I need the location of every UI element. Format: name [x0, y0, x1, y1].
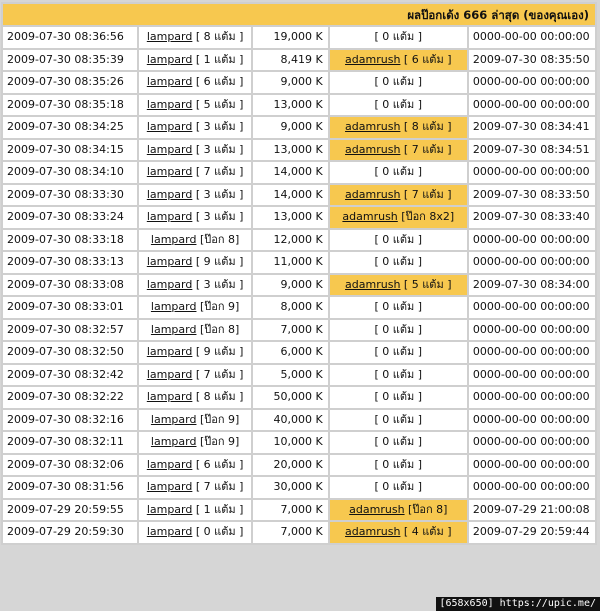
bet-amount: 5,000 K — [253, 365, 328, 386]
opponent-hand: [ 0 แต้ม ] — [374, 300, 423, 314]
opponent-hand: [ 8 แต้ม ] — [400, 120, 452, 134]
game-time: 2009-07-30 08:33:24 — [3, 207, 137, 228]
player-cell — [139, 185, 251, 206]
bet-amount: 7,000 K — [253, 500, 328, 521]
result-time: 2009-07-29 21:00:08 — [469, 500, 595, 521]
opponent-hand: [ 7 แต้ม ] — [400, 187, 452, 201]
opponent-hand: [ 0 แต้ม ] — [374, 345, 423, 359]
table-row — [3, 522, 595, 543]
player-hand: [ป๊อก 9] — [196, 300, 240, 314]
player-cell — [139, 140, 251, 161]
result-time: 0000-00-00 00:00:00 — [469, 230, 595, 251]
opponent-hand: [ 0 แต้ม ] — [374, 367, 423, 381]
game-time: 2009-07-30 08:34:10 — [3, 162, 137, 183]
game-time: 2009-07-30 08:33:30 — [3, 185, 137, 206]
game-time: 2009-07-30 08:34:15 — [3, 140, 137, 161]
table-row — [3, 477, 595, 498]
player-hand: [ 7 แต้ม ] — [192, 165, 244, 179]
result-time: 0000-00-00 00:00:00 — [469, 387, 595, 408]
opponent-hand: [ 0 แต้ม ] — [374, 457, 423, 471]
bet-amount: 19,000 K — [253, 27, 328, 48]
bet-amount: 11,000 K — [253, 252, 328, 273]
result-time: 2009-07-29 20:59:44 — [469, 522, 595, 543]
bet-amount: 7,000 K — [253, 320, 328, 341]
opponent-hand: [ป๊อก 8] — [404, 502, 448, 516]
player-hand: [ 7 แต้ม ] — [192, 367, 244, 381]
player-link[interactable]: lampard — [146, 457, 193, 471]
opponent-hand: [ 0 แต้ม ] — [374, 75, 423, 89]
result-time: 0000-00-00 00:00:00 — [469, 27, 595, 48]
result-time: 0000-00-00 00:00:00 — [469, 162, 595, 183]
table-row — [3, 432, 595, 453]
player-hand: [ 1 แต้ม ] — [192, 502, 244, 516]
game-time: 2009-07-30 08:31:56 — [3, 477, 137, 498]
opponent-link[interactable]: adamrush — [345, 142, 401, 156]
opponent-hand: [ 0 แต้ม ] — [374, 30, 423, 44]
bet-amount: 14,000 K — [253, 162, 328, 183]
table-row — [3, 95, 595, 116]
table-row — [3, 140, 595, 161]
result-time: 0000-00-00 00:00:00 — [469, 320, 595, 341]
player-hand: [ 6 แต้ม ] — [192, 75, 244, 89]
game-time: 2009-07-30 08:36:56 — [3, 27, 137, 48]
game-time: 2009-07-30 08:34:25 — [3, 117, 137, 138]
game-time: 2009-07-30 08:32:22 — [3, 387, 137, 408]
result-time: 0000-00-00 00:00:00 — [469, 252, 595, 273]
player-cell — [139, 500, 251, 521]
bet-amount: 13,000 K — [253, 207, 328, 228]
bet-amount: 20,000 K — [253, 455, 328, 476]
player-cell — [139, 342, 251, 363]
player-link[interactable]: lampard — [146, 255, 193, 269]
player-link[interactable]: lampard — [146, 187, 193, 201]
opponent-link[interactable]: adamrush — [349, 502, 405, 516]
player-hand: [ 3 แต้ม ] — [192, 210, 244, 224]
opponent-cell — [330, 275, 467, 296]
player-link[interactable]: lampard — [146, 52, 193, 66]
game-time: 2009-07-30 08:32:11 — [3, 432, 137, 453]
opponent-hand: [ 0 แต้ม ] — [374, 97, 423, 111]
player-hand: [ 3 แต้ม ] — [192, 120, 244, 134]
player-hand: [ 7 แต้ม ] — [192, 480, 244, 494]
player-cell — [139, 522, 251, 543]
result-time: 2009-07-30 08:33:40 — [469, 207, 595, 228]
opponent-cell — [330, 297, 467, 318]
table-row — [3, 230, 595, 251]
player-cell — [139, 207, 251, 228]
opponent-link[interactable]: adamrush — [345, 187, 401, 201]
player-hand: [ 9 แต้ม ] — [192, 255, 244, 269]
bet-amount: 14,000 K — [253, 185, 328, 206]
player-cell — [139, 95, 251, 116]
game-time: 2009-07-30 08:32:57 — [3, 320, 137, 341]
bet-amount: 13,000 K — [253, 95, 328, 116]
opponent-cell — [330, 477, 467, 498]
player-link[interactable]: lampard — [150, 322, 197, 336]
result-time: 0000-00-00 00:00:00 — [469, 72, 595, 93]
player-hand: [ 3 แต้ม ] — [192, 142, 244, 156]
result-time: 0000-00-00 00:00:00 — [469, 297, 595, 318]
opponent-cell — [330, 410, 467, 431]
opponent-hand: [ 0 แต้ม ] — [374, 412, 423, 426]
table-row — [3, 342, 595, 363]
table-row — [3, 297, 595, 318]
opponent-hand: [ 5 แต้ม ] — [400, 277, 452, 291]
opponent-hand: [ 4 แต้ม ] — [400, 525, 452, 539]
result-time: 0000-00-00 00:00:00 — [469, 365, 595, 386]
player-cell — [139, 117, 251, 138]
game-time: 2009-07-30 08:33:18 — [3, 230, 137, 251]
opponent-cell — [330, 500, 467, 521]
player-hand: [ 8 แต้ม ] — [192, 390, 244, 404]
opponent-cell — [330, 27, 467, 48]
game-time: 2009-07-29 20:59:55 — [3, 500, 137, 521]
bet-amount: 12,000 K — [253, 230, 328, 251]
player-cell — [139, 477, 251, 498]
player-link[interactable]: lampard — [146, 502, 193, 516]
player-hand: [ป๊อก 8] — [196, 232, 240, 246]
player-cell — [139, 432, 251, 453]
opponent-hand: [ 0 แต้ม ] — [374, 390, 423, 404]
game-time: 2009-07-30 08:32:50 — [3, 342, 137, 363]
player-hand: [ป๊อก 9] — [196, 412, 240, 426]
player-hand: [ 0 แต้ม ] — [192, 525, 244, 539]
table-row — [3, 50, 595, 71]
opponent-cell — [330, 342, 467, 363]
opponent-cell — [330, 252, 467, 273]
player-link[interactable]: lampard — [150, 300, 197, 314]
player-link[interactable]: lampard — [146, 30, 193, 44]
player-cell — [139, 365, 251, 386]
bet-amount: 13,000 K — [253, 140, 328, 161]
game-time: 2009-07-29 20:59:30 — [3, 522, 137, 543]
table-header-row — [3, 4, 595, 25]
bet-amount: 9,000 K — [253, 117, 328, 138]
player-link[interactable]: lampard — [150, 232, 197, 246]
table-row — [3, 410, 595, 431]
game-time: 2009-07-30 08:33:08 — [3, 275, 137, 296]
opponent-cell — [330, 72, 467, 93]
player-cell — [139, 230, 251, 251]
player-cell — [139, 410, 251, 431]
table-row — [3, 500, 595, 521]
opponent-cell — [330, 365, 467, 386]
results-table — [1, 2, 597, 545]
player-cell — [139, 27, 251, 48]
opponent-cell — [330, 140, 467, 161]
player-hand: [ 8 แต้ม ] — [192, 30, 244, 44]
player-link[interactable]: lampard — [150, 412, 197, 426]
player-hand: [ 3 แต้ม ] — [192, 187, 244, 201]
bet-amount: 9,000 K — [253, 72, 328, 93]
player-hand: [ 5 แต้ม ] — [192, 97, 244, 111]
player-hand: [ 9 แต้ม ] — [192, 345, 244, 359]
bet-amount: 6,000 K — [253, 342, 328, 363]
player-cell — [139, 275, 251, 296]
table-row — [3, 455, 595, 476]
game-time: 2009-07-30 08:32:42 — [3, 365, 137, 386]
player-link[interactable]: lampard — [146, 390, 193, 404]
opponent-hand: [ 0 แต้ม ] — [374, 232, 423, 246]
player-link[interactable]: lampard — [146, 210, 193, 224]
result-time: 0000-00-00 00:00:00 — [469, 342, 595, 363]
opponent-hand: [ 7 แต้ม ] — [400, 142, 452, 156]
table-row — [3, 252, 595, 273]
player-cell — [139, 252, 251, 273]
player-cell — [139, 320, 251, 341]
opponent-cell — [330, 320, 467, 341]
table-title: ผลป๊อกเด้ง 666 ล่าสุด (ของคุณเอง) — [3, 4, 595, 25]
table-row — [3, 162, 595, 183]
player-link[interactable]: lampard — [146, 480, 193, 494]
opponent-cell — [330, 455, 467, 476]
opponent-cell — [330, 185, 467, 206]
player-link[interactable]: lampard — [146, 525, 193, 539]
opponent-hand: [ 0 แต้ม ] — [374, 480, 423, 494]
bet-amount: 50,000 K — [253, 387, 328, 408]
table-row — [3, 185, 595, 206]
game-time: 2009-07-30 08:33:01 — [3, 297, 137, 318]
result-time: 2009-07-30 08:33:50 — [469, 185, 595, 206]
opponent-link[interactable]: adamrush — [345, 525, 401, 539]
player-link[interactable]: lampard — [146, 345, 193, 359]
result-time: 2009-07-30 08:34:00 — [469, 275, 595, 296]
table-row — [3, 117, 595, 138]
opponent-cell — [330, 207, 467, 228]
game-time: 2009-07-30 08:32:16 — [3, 410, 137, 431]
opponent-cell — [330, 387, 467, 408]
bet-amount: 9,000 K — [253, 275, 328, 296]
opponent-link[interactable]: adamrush — [345, 277, 401, 291]
result-time: 2009-07-30 08:35:50 — [469, 50, 595, 71]
player-link[interactable]: lampard — [146, 120, 193, 134]
game-time: 2009-07-30 08:33:13 — [3, 252, 137, 273]
result-time: 0000-00-00 00:00:00 — [469, 95, 595, 116]
opponent-hand: [ 0 แต้ม ] — [374, 165, 423, 179]
result-time: 0000-00-00 00:00:00 — [469, 432, 595, 453]
player-hand: [ป๊อก 9] — [196, 435, 240, 449]
opponent-cell — [330, 95, 467, 116]
player-link[interactable]: lampard — [146, 165, 193, 179]
game-time: 2009-07-30 08:35:39 — [3, 50, 137, 71]
player-link[interactable]: lampard — [146, 277, 193, 291]
result-time: 0000-00-00 00:00:00 — [469, 455, 595, 476]
player-cell — [139, 387, 251, 408]
bet-amount: 30,000 K — [253, 477, 328, 498]
player-hand: [ 6 แต้ม ] — [192, 457, 244, 471]
opponent-cell — [330, 432, 467, 453]
result-time: 0000-00-00 00:00:00 — [469, 410, 595, 431]
player-cell — [139, 72, 251, 93]
table-row — [3, 365, 595, 386]
player-hand: [ป๊อก 8] — [196, 322, 240, 336]
bet-amount: 8,000 K — [253, 297, 328, 318]
opponent-link[interactable]: adamrush — [345, 120, 401, 134]
player-hand: [ 3 แต้ม ] — [192, 277, 244, 291]
result-time: 0000-00-00 00:00:00 — [469, 477, 595, 498]
player-hand: [ 1 แต้ม ] — [192, 52, 244, 66]
player-cell — [139, 455, 251, 476]
opponent-cell — [330, 117, 467, 138]
opponent-link[interactable]: adamrush — [342, 210, 398, 224]
bet-amount: 40,000 K — [253, 410, 328, 431]
opponent-hand: [ป๊อก 8x2] — [397, 210, 455, 224]
opponent-hand: [ 0 แต้ม ] — [374, 435, 423, 449]
result-time: 2009-07-30 08:34:41 — [469, 117, 595, 138]
player-link[interactable]: lampard — [146, 142, 193, 156]
opponent-cell — [330, 162, 467, 183]
opponent-hand: [ 0 แต้ม ] — [374, 322, 423, 336]
bet-amount: 7,000 K — [253, 522, 328, 543]
table-row — [3, 320, 595, 341]
opponent-cell — [330, 522, 467, 543]
table-row — [3, 387, 595, 408]
player-link[interactable]: lampard — [146, 97, 193, 111]
opponent-cell — [330, 50, 467, 71]
opponent-link[interactable]: adamrush — [345, 52, 401, 66]
player-link[interactable]: lampard — [150, 435, 197, 449]
player-cell — [139, 162, 251, 183]
game-time: 2009-07-30 08:35:18 — [3, 95, 137, 116]
bet-amount: 10,000 K — [253, 432, 328, 453]
bet-amount: 8,419 K — [253, 50, 328, 71]
player-cell — [139, 297, 251, 318]
player-cell — [139, 50, 251, 71]
player-link[interactable]: lampard — [146, 367, 193, 381]
table-row — [3, 207, 595, 228]
game-time: 2009-07-30 08:32:06 — [3, 455, 137, 476]
game-time: 2009-07-30 08:35:26 — [3, 72, 137, 93]
player-link[interactable]: lampard — [146, 75, 193, 89]
table-row — [3, 27, 595, 48]
watermark: [658x650] https://upic.me/ — [436, 597, 600, 611]
opponent-hand: [ 6 แต้ม ] — [400, 52, 452, 66]
table-row — [3, 72, 595, 93]
opponent-hand: [ 0 แต้ม ] — [374, 255, 423, 269]
result-time: 2009-07-30 08:34:51 — [469, 140, 595, 161]
opponent-cell — [330, 230, 467, 251]
table-row — [3, 275, 595, 296]
